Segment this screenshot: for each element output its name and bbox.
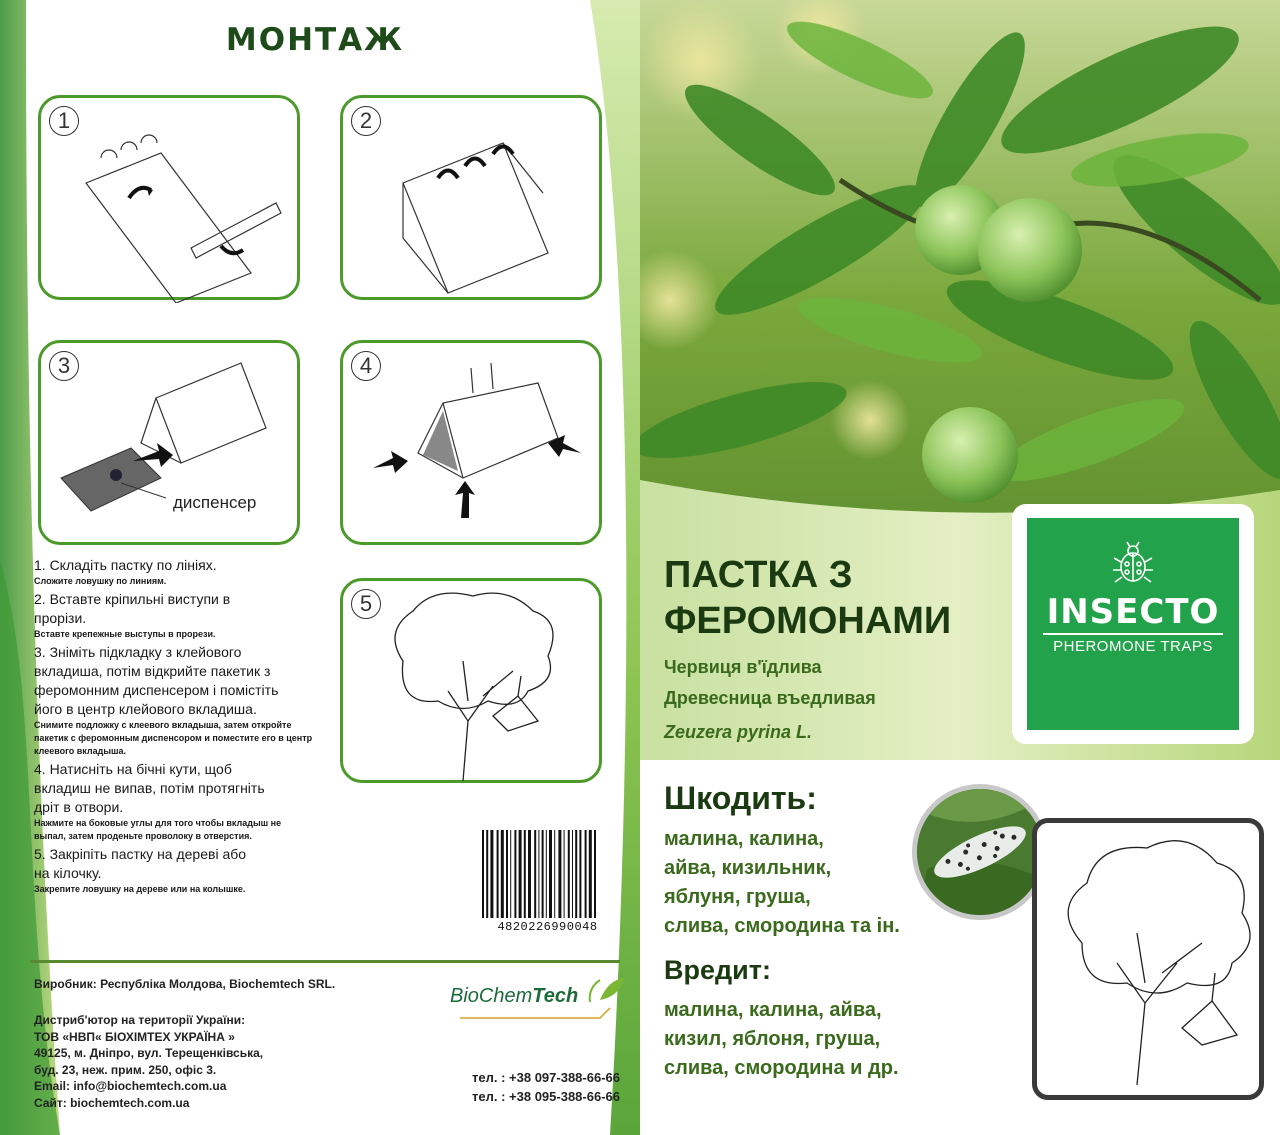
pest-name-ua: Червиця в'їдлива: [664, 657, 822, 677]
barcode-bar: [589, 830, 592, 918]
instruction-ua: 3. Зніміть підкладку з клейового вкладиша, потім відкрийте пакетик з феромонним диспенсером і помістіть його в центр клейового вкладиша.: [34, 644, 279, 717]
instruction-ru: Сложите ловушку по линиям.: [34, 576, 167, 586]
phone-block: [436, 1068, 620, 1106]
instruction-ua: 4. Натисніть на бічні кути, щоб вкладиш не випав, потім протягніть дріт в отвори.: [34, 761, 265, 815]
barcode-bar: [554, 830, 555, 918]
step-number: 5: [351, 589, 381, 619]
product-title: [664, 552, 951, 644]
instruction-ru: Снимите подложку с клеевого вкладыша, затем откройте пакетик с феромонным диспенсором и поместите его в центр клеевого вкладыша.: [34, 720, 313, 756]
step-5-panel: [340, 578, 602, 783]
instructions-list: [34, 556, 334, 898]
pest-name-ru: Древесница въедливая: [664, 688, 876, 708]
instruction-ru: Вставте крепежные выступы в прорези.: [34, 629, 216, 639]
distributor-line: 49125, м. Дніпро, вул. Терещенківська,: [34, 1046, 264, 1060]
website-line: Сайт: biochemtech.com.ua: [34, 1095, 190, 1110]
barcode-bar: [514, 830, 516, 918]
plant-line: айва, кизильник,: [664, 857, 832, 879]
title-line: ФЕРОМОНАМИ: [664, 600, 952, 642]
plant-line: слива, смородина та ін.: [664, 915, 900, 937]
distributor-line: буд. 23, неж. прим. 250, офіс 3.: [34, 1062, 217, 1077]
barcode-bar: [542, 830, 544, 918]
moth-photo: [912, 784, 1048, 920]
barcode-bar: [506, 830, 508, 918]
barcode-bar: [524, 830, 526, 918]
barcode-bar: [549, 830, 552, 918]
instruction-ru: Нажмите на боковые углы для того чтобы вкладыш не выпал, затем проденьте проволоку в отверстия.: [34, 818, 282, 841]
barcode-bar: [490, 830, 493, 918]
hang-on-tree-illustration: [343, 581, 605, 786]
step-number: 1: [49, 106, 79, 136]
barcode-bar: [538, 830, 539, 918]
biochemtech-logo: [450, 985, 578, 1008]
damages-heading-ru: Вредит:: [664, 955, 771, 985]
step-2-panel: [340, 95, 602, 300]
manufacturer-text: Виробник: Республіка Молдова, Biochemtech SRL.: [34, 977, 336, 991]
barcode-bar: [497, 830, 499, 918]
barcode-bar: [579, 830, 581, 918]
barcode-bar: [575, 830, 577, 918]
barcode-bar: [558, 830, 561, 918]
ladybug-icon: [1110, 540, 1156, 586]
secure-insert-illustration: [343, 343, 605, 548]
phone-line: тел. : +38 095-388-66-66: [472, 1089, 620, 1104]
plant-line: кизил, яблоня, груша,: [664, 1028, 881, 1050]
step-4-panel: [340, 340, 602, 545]
barcode-bar: [568, 830, 570, 918]
barcode-bar: [510, 830, 511, 918]
product-panel: [640, 0, 1280, 1135]
barcode-bar: [572, 830, 573, 918]
distributor-line: ТОВ «НВП« БІОХІМТЕХ УКРАЇНА »: [34, 1029, 235, 1044]
barcode-bar: [534, 830, 536, 918]
email-line: Email: info@biochemtech.com.ua: [34, 1079, 227, 1093]
barcode-bar: [594, 830, 596, 918]
host-plants-ua: [664, 825, 900, 941]
instruction-ua: 2. Вставте кріпильні виступи в прорізи.: [34, 591, 231, 626]
plant-line: малина, калина, айва,: [664, 999, 882, 1021]
plant-line: слива, смородина и др.: [664, 1057, 899, 1079]
fold-trap-illustration: [41, 98, 303, 303]
divider: [30, 960, 620, 963]
place-dispenser-illustration: [41, 343, 303, 548]
brand-name: INSECTO: [1046, 592, 1220, 632]
brand-tagline: PHEROMONE TRAPS: [1053, 638, 1213, 655]
moth-icon: [917, 789, 1043, 915]
pest-name-latin: Zeuzera pyrina L.: [664, 722, 813, 742]
step-1-panel: [38, 95, 300, 300]
assembly-title: МОНТАЖ: [225, 22, 405, 58]
plant-line: малина, калина,: [664, 828, 824, 850]
logo-part: BioChem: [450, 985, 533, 1007]
step-3-panel: [38, 340, 300, 545]
barcode-bar: [546, 830, 547, 918]
barcode-bar: [564, 830, 565, 918]
tree-with-trap-frame: [1032, 818, 1264, 1100]
step-number: 3: [49, 351, 79, 381]
tree-trap-icon: [1037, 823, 1259, 1095]
insert-tabs-illustration: [343, 98, 605, 303]
distributor-line: Дистриб'ютор на території України:: [34, 1013, 246, 1027]
barcode: [480, 830, 615, 930]
instruction-ua: 5. Закріпіть пастку на дереві або на кілочку.: [34, 846, 247, 881]
host-plants-ru: [664, 996, 899, 1083]
damages-heading-ua: Шкодить:: [664, 780, 817, 816]
dispenser-label: диспенсер: [173, 493, 257, 512]
barcode-bar: [501, 830, 504, 918]
barcode-bar: [585, 830, 587, 918]
barcode-number: 4820226990048: [497, 920, 598, 934]
barcode-bar: [482, 830, 484, 918]
logo-part: Tech: [532, 985, 579, 1007]
phone-line: тел. : +38 097-388-66-66: [472, 1070, 620, 1085]
instruction-ua: 1. Складіть пастку по лініях.: [34, 557, 217, 573]
instruction-ru: Закрепите ловушку на дереве или на колышке.: [34, 884, 246, 894]
barcode-bar: [519, 830, 522, 918]
barcode-bar: [528, 830, 531, 918]
step-number: 4: [351, 351, 381, 381]
step-number: 2: [351, 106, 381, 136]
barcode-bar: [486, 830, 488, 918]
plant-line: яблуня, груша,: [664, 886, 811, 908]
title-line: ПАСТКА З: [664, 554, 853, 596]
brand-divider: [1043, 633, 1223, 635]
distributor-block: [34, 1012, 263, 1111]
